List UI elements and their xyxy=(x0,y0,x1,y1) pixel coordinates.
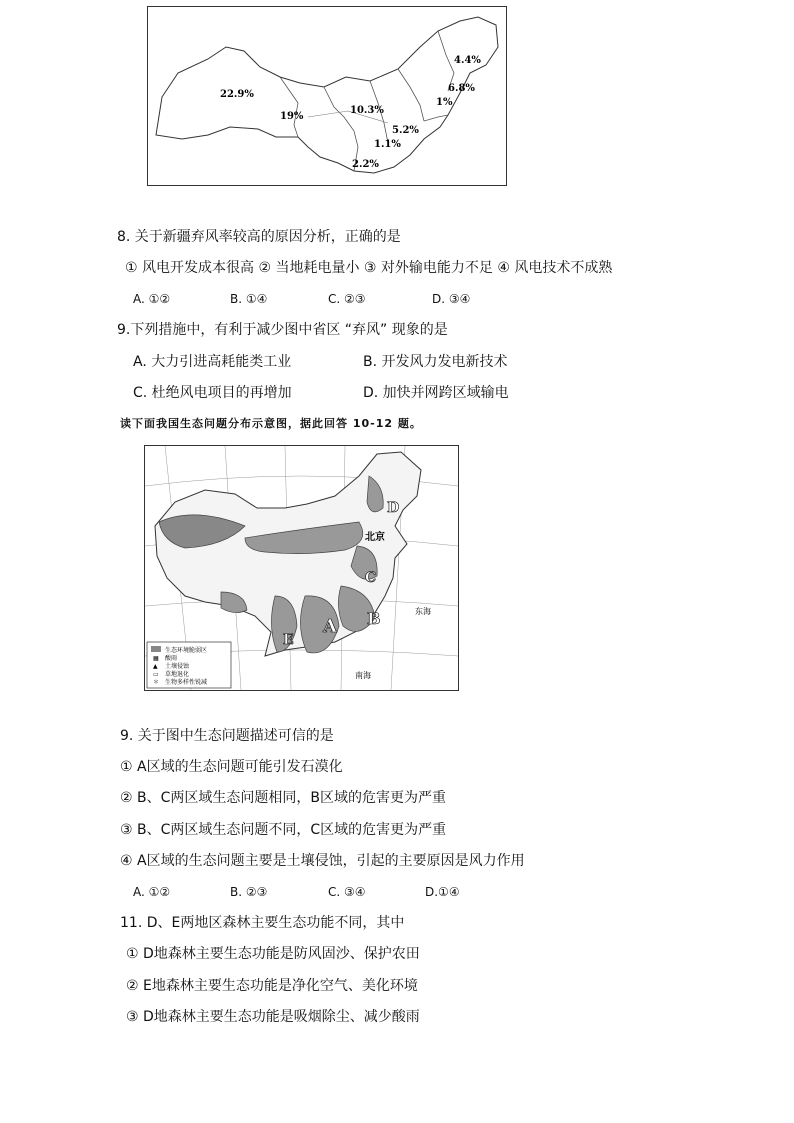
map-legend xyxy=(147,642,231,688)
map1-label: 19% xyxy=(280,111,304,122)
map1-label: 1% xyxy=(436,97,453,108)
q8-option-b[interactable]: B. ①④ xyxy=(230,292,268,306)
sea-label: 南海 xyxy=(355,671,371,680)
region-label: C xyxy=(365,570,377,586)
region-label: E xyxy=(283,632,294,648)
q9a-option-d[interactable]: D. 加快并网跨区域输电 xyxy=(363,385,509,401)
q9a-option-b[interactable]: B. 开发风力发电新技术 xyxy=(363,354,508,370)
legend-item: 生态环境脆弱区 xyxy=(165,647,208,654)
region-label: A xyxy=(323,616,337,637)
map1-label: 10.3% xyxy=(350,105,384,116)
q11-item-2: ② E地森林主要生态功能是净化空气、美化环境 xyxy=(126,978,418,994)
legend-item: 草地退化 xyxy=(165,671,190,678)
map1-label: 5.2% xyxy=(392,125,419,136)
q8-option-a[interactable]: A. ①② xyxy=(133,292,171,306)
legend-item: 酸雨 xyxy=(165,655,178,662)
map1-label: 4.4% xyxy=(454,55,481,66)
q10-item-1: ① A区域的生态问题可能引发石漠化 xyxy=(120,759,343,775)
map1-label: 22.9% xyxy=(220,89,254,100)
svg-text:＊: ＊ xyxy=(153,679,160,686)
q11-stem: 11. D、E两地区森林主要生态功能不同，其中 xyxy=(120,915,405,931)
q10-option-a[interactable]: A. ①② xyxy=(133,885,171,899)
ecology-problem-map xyxy=(144,445,459,691)
legend-item: 生物多样性锐减 xyxy=(165,679,208,686)
region-label: B xyxy=(367,609,381,628)
q10-item-2: ② B、C两区域生态问题相同，B区域的危害更为严重 xyxy=(120,790,446,806)
q9a-option-a[interactable]: A. 大力引进高耗能类工业 xyxy=(133,354,292,370)
q9a-stem: 9.下列措施中，有利于减少图中省区 “弃风” 现象的是 xyxy=(117,322,448,338)
q10-item-4: ④ A区域的生态问题主要是土壤侵蚀，引起的主要原因是风力作用 xyxy=(120,853,525,869)
svg-text:▭: ▭ xyxy=(153,671,159,678)
city-beijing: 北京 xyxy=(365,532,385,543)
sea-label: 东海 xyxy=(415,607,431,616)
china-ecology-map xyxy=(145,446,458,690)
q10-option-d[interactable]: D.①④ xyxy=(425,885,460,899)
china-north-outline xyxy=(148,7,506,185)
q10-item-3: ③ B、C两区域生态问题不同，C区域的危害更为严重 xyxy=(120,822,447,838)
q8-option-d[interactable]: D. ③④ xyxy=(432,292,471,306)
map1-label: 2.2% xyxy=(352,159,379,170)
region-label: D xyxy=(387,500,400,516)
q9a-option-c[interactable]: C. 杜绝风电项目的再增加 xyxy=(133,385,292,401)
map1-label: 1.1% xyxy=(374,139,401,150)
map2-intro: 读下面我国生态问题分布示意图，据此回答 10-12 题。 xyxy=(120,417,422,430)
svg-text:▲: ▲ xyxy=(153,663,158,670)
svg-text:▦: ▦ xyxy=(153,655,159,662)
q10-option-b[interactable]: B. ②③ xyxy=(230,885,268,899)
q11-item-3: ③ D地森林主要生态功能是吸烟除尘、减少酸雨 xyxy=(126,1009,420,1025)
q8-stem: 8. 关于新疆弃风率较高的原因分析，正确的是 xyxy=(117,229,401,245)
q10-option-c[interactable]: C. ③④ xyxy=(328,885,366,899)
legend-item: 土壤侵蚀 xyxy=(165,663,190,670)
map1-label: 6.8% xyxy=(448,83,475,94)
q10-stem: 9. 关于图中生态问题描述可信的是 xyxy=(120,728,334,744)
q11-item-1: ① D地森林主要生态功能是防风固沙、保护农田 xyxy=(126,946,420,962)
q8-items: ① 风电开发成本很高 ② 当地耗电量小 ③ 对外输电能力不足 ④ 风电技术不成熟 xyxy=(125,260,613,276)
wind-curtailment-map xyxy=(147,6,507,186)
q8-option-c[interactable]: C. ②③ xyxy=(328,292,366,306)
